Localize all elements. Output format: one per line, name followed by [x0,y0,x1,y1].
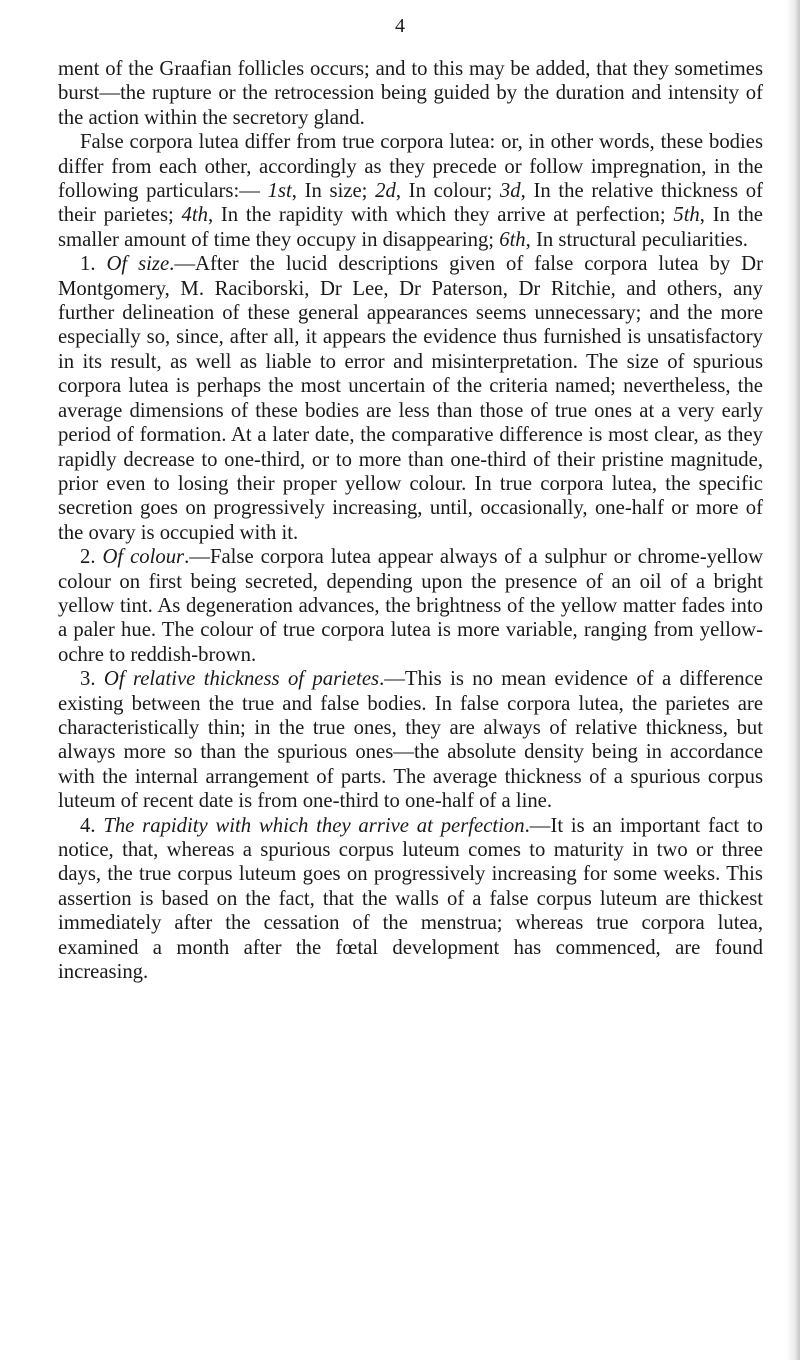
page-number: 4 [395,15,405,37]
italic-text: 3d [499,180,521,203]
paragraph-text: , In the smaller amount of time they occupy in disappearing; [58,204,763,251]
body-text [58,57,763,984]
italic-text: 1st [267,180,292,203]
paragraph-text: , In size; [291,180,376,203]
italic-text: 6th [499,228,526,251]
page-edge-shadow [786,0,800,1360]
italic-text: Of relative thickness of parietes [103,668,380,691]
paragraph-of-colour [58,545,763,667]
paragraph-text: ment of the Graafian follicles occurs; and to this may be added, that they sometimes burst—the rupture or the retrocession being guided by the duration and intensity of the action within the secretory gland. [58,58,763,129]
italic-text: Of size [106,253,170,276]
paragraph-intro [58,57,763,130]
paragraph-text: , In structural peculiarities. [525,228,748,251]
paragraph-text: .—False corpora lutea appear always of a sulphur or chrome-yellow colour on first being secreted, depending upon the presence of an oil of a bright yellow tint. As degeneration advances, the brightness of the yellow matter fades into a paler hue. The colour of true corpora lutea is more variable, ranging from yellow-ochre to reddish-brown. [58,546,764,666]
paragraph-of-relative-thickness [58,667,763,813]
paragraph-text: 2. [80,546,103,569]
paragraph-text: , In colour; [395,180,500,203]
italic-text: 5th [673,204,700,227]
italic-text: The rapidity with which they arrive at perfection [103,814,525,837]
italic-text: 2d [375,180,396,203]
italic-text: 4th [181,204,208,227]
paragraph-text: .—This is no mean evidence of a difference existing between the true and false bodies. In false corpora lutea, the parietes are characteristically thin; in the true ones, they are always of relative thickness, but always more so than the spurious ones—the absolute density being in accordance with the internal arrangement of parts. The average thickness of a spurious corpus luteum of recent date is from one-third to one-half of a line. [58,668,763,813]
paragraph-text: 1. [80,253,107,276]
paragraph-of-size [58,252,763,545]
paragraph-text: .—It is an important fact to notice, that, whereas a spurious corpus luteum comes to maturity in two or three days, the true corpus luteum goes on progressively increasing for some weeks. This assertion is based on the fact, that the walls of a false corpus luteum are thickest immediately after the cessation of the menstrua; whereas true corpora lutea, examined a month after the fœtal development has commenced, are found increasing. [58,814,763,984]
paragraph-text: 3. [80,668,104,691]
paragraph-particulars [58,130,763,252]
paragraph-text: .—After the lucid descriptions given of false corpora lutea by Dr Montgomery, M. Raciborski, Dr Lee, Dr Paterson, Dr Ritchie, and others, any further delineation of these general appearances seems unnecessary; and the more especially so, since, after all, it appears the evidence thus furnished is unsatisfactory in its result, as well as liable to error and misinterpretation. The size of spurious corpora lutea is perhaps the most uncertain of the criteria named; nevertheless, the average dimensions of these bodies are less than those of true ones at a very early period of formation. At a later date, the comparative difference is most clear, as they rapidly decrease to one-third, or to more than one-third of their pristine magnitude, prior even to losing their proper yellow colour. In true corpora lutea, the specific secretion goes on progressively increasing, until, occasionally, one-half or more of the ovary is occupied with it. [58,253,764,544]
paragraph-text: False corpora lutea differ from true corpora lutea: or, in other words, these bodies differ from each other, accordingly as they precede or follow impregnation, in the following particulars:— [58,131,763,203]
paragraph-text: 4. [80,814,104,837]
paragraph-text: , In the rapidity with which they arrive at perfection; [207,204,674,227]
italic-text: Of colour [102,546,185,569]
paragraph-rapidity [58,814,763,985]
paragraph-text: , In the relative thickness of their parietes; [58,180,763,227]
